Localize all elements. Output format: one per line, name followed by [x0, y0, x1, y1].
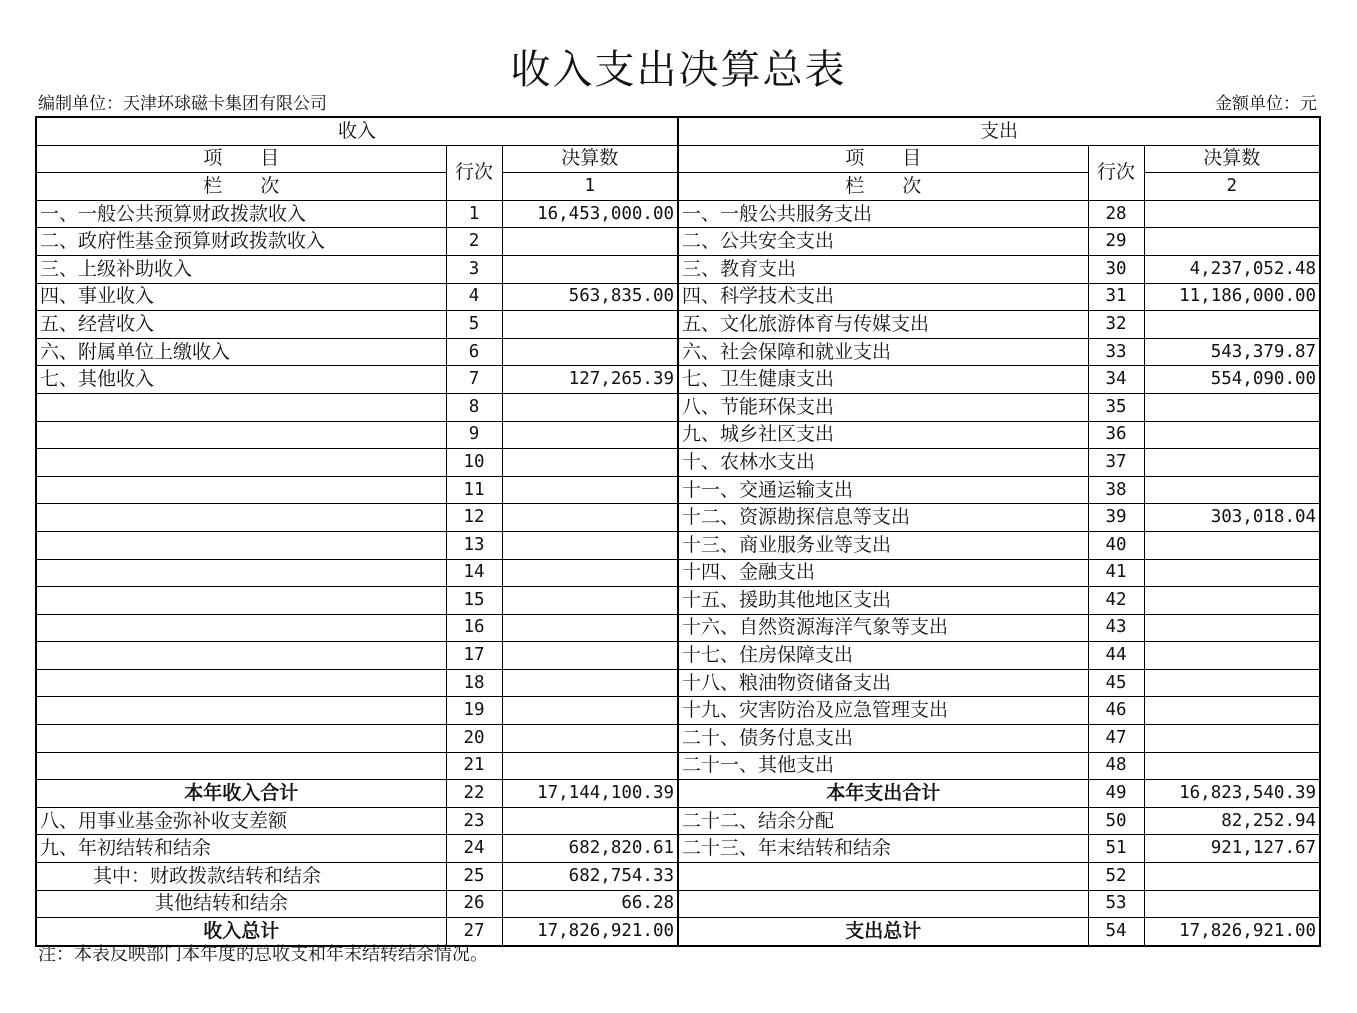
income-item: 五、经营收入: [36, 311, 446, 339]
expense-amount: 11,186,000.00: [1144, 283, 1320, 311]
expense-item: 十八、粮油物资储备支出: [678, 669, 1088, 697]
income-amount-header: 决算数: [502, 145, 678, 173]
table-row: [36, 228, 1320, 256]
income-amount: [502, 697, 678, 725]
expense-amount: [1144, 863, 1320, 891]
expense-item: 十二、资源勘探信息等支出: [678, 504, 1088, 532]
income-item: 其他结转和结余: [36, 890, 446, 918]
expense-line-number: 39: [1088, 504, 1144, 532]
table-row: [36, 366, 1320, 394]
expense-amount: 16,823,540.39: [1144, 780, 1320, 808]
expense-line-number: 45: [1088, 669, 1144, 697]
income-line-number: 2: [446, 228, 502, 256]
table-row: [36, 807, 1320, 835]
income-line-number: 17: [446, 642, 502, 670]
income-amount: [502, 807, 678, 835]
income-item: [36, 449, 446, 477]
table-row: [36, 421, 1320, 449]
income-column-number: 1: [502, 173, 678, 201]
expense-line-number: 44: [1088, 642, 1144, 670]
expense-item: 十、农林水支出: [678, 449, 1088, 477]
income-amount: [502, 614, 678, 642]
income-amount: [502, 504, 678, 532]
expense-line-number: 50: [1088, 807, 1144, 835]
income-item: [36, 559, 446, 587]
expense-line-number: 38: [1088, 476, 1144, 504]
org-label: 编制单位：天津环球磁卡集团有限公司: [38, 94, 327, 114]
expense-item: 十六、自然资源海洋气象等支出: [678, 614, 1088, 642]
expense-column-label: 栏 次: [678, 173, 1088, 201]
expense-item: 四、科学技术支出: [678, 283, 1088, 311]
income-item: [36, 697, 446, 725]
income-line-number: 22: [446, 780, 502, 808]
page-title: 收入支出决算总表: [510, 47, 847, 93]
expense-item: 六、社会保障和就业支出: [678, 338, 1088, 366]
expense-amount: 543,379.87: [1144, 338, 1320, 366]
expense-item: 本年支出合计: [678, 780, 1088, 808]
income-item: [36, 752, 446, 780]
income-amount: [502, 421, 678, 449]
income-amount: [502, 476, 678, 504]
income-line-number: 26: [446, 890, 502, 918]
expense-item: 二十三、年末结转和结余: [678, 835, 1088, 863]
expense-line-number: 53: [1088, 890, 1144, 918]
expense-amount: 303,018.04: [1144, 504, 1320, 532]
income-amount: [502, 449, 678, 477]
income-line-number: 8: [446, 393, 502, 421]
table-row: [36, 614, 1320, 642]
income-amount: [502, 669, 678, 697]
table-row: [36, 449, 1320, 477]
income-item: 收入总计: [36, 918, 446, 946]
expense-amount: [1144, 642, 1320, 670]
income-line-header: 行次: [446, 145, 502, 200]
expense-amount: 554,090.00: [1144, 366, 1320, 394]
income-line-number: 9: [446, 421, 502, 449]
expense-line-number: 42: [1088, 587, 1144, 615]
income-line-number: 25: [446, 863, 502, 891]
income-line-number: 16: [446, 614, 502, 642]
expense-line-number: 34: [1088, 366, 1144, 394]
table-row: [36, 669, 1320, 697]
income-line-number: 7: [446, 366, 502, 394]
expense-amount: 17,826,921.00: [1144, 918, 1320, 946]
income-amount: 682,754.33: [502, 863, 678, 891]
expense-line-number: 48: [1088, 752, 1144, 780]
section-header-row: [36, 117, 1320, 145]
expense-amount: [1144, 311, 1320, 339]
expense-amount: 4,237,052.48: [1144, 255, 1320, 283]
income-item: 七、其他收入: [36, 366, 446, 394]
income-item: 一、一般公共预算财政拨款收入: [36, 200, 446, 228]
income-line-number: 15: [446, 587, 502, 615]
expense-item: 二、公共安全支出: [678, 228, 1088, 256]
expense-item: 二十、债务付息支出: [678, 725, 1088, 753]
expense-amount: [1144, 614, 1320, 642]
expense-amount: [1144, 669, 1320, 697]
income-amount: [502, 752, 678, 780]
table-row: [36, 890, 1320, 918]
table-row: [36, 393, 1320, 421]
income-item: [36, 421, 446, 449]
income-amount: [502, 531, 678, 559]
footnote: 注：本表反映部门本年度的总收支和年末结转结余情况。: [38, 944, 488, 965]
table-row: [36, 476, 1320, 504]
expense-line-number: 47: [1088, 725, 1144, 753]
table-row: [36, 338, 1320, 366]
expense-amount: [1144, 200, 1320, 228]
income-amount: 17,826,921.00: [502, 918, 678, 946]
table-row: [36, 642, 1320, 670]
income-line-number: 6: [446, 338, 502, 366]
table-row: [36, 311, 1320, 339]
expense-amount: [1144, 393, 1320, 421]
income-item-header: 项 目: [36, 145, 446, 173]
expense-item: 七、卫生健康支出: [678, 366, 1088, 394]
expense-item: 三、教育支出: [678, 255, 1088, 283]
table-row: [36, 835, 1320, 863]
expense-line-number: 35: [1088, 393, 1144, 421]
table-row: [36, 200, 1320, 228]
expense-line-number: 29: [1088, 228, 1144, 256]
income-amount: 682,820.61: [502, 835, 678, 863]
income-item: 四、事业收入: [36, 283, 446, 311]
expense-item: 一、一般公共服务支出: [678, 200, 1088, 228]
income-amount: [502, 311, 678, 339]
expense-item: 十五、援助其他地区支出: [678, 587, 1088, 615]
expense-item: 二十二、结余分配: [678, 807, 1088, 835]
income-column-label: 栏 次: [36, 173, 446, 201]
table-row: [36, 255, 1320, 283]
income-line-number: 3: [446, 255, 502, 283]
expense-item: 十九、灾害防治及应急管理支出: [678, 697, 1088, 725]
income-item: 本年收入合计: [36, 780, 446, 808]
expense-line-number: 31: [1088, 283, 1144, 311]
income-item: [36, 587, 446, 615]
income-item: [36, 504, 446, 532]
income-amount: [502, 587, 678, 615]
expense-amount: [1144, 725, 1320, 753]
income-amount: 17,144,100.39: [502, 780, 678, 808]
income-amount: 563,835.00: [502, 283, 678, 311]
expense-item: 二十一、其他支出: [678, 752, 1088, 780]
income-amount: [502, 228, 678, 256]
income-line-number: 18: [446, 669, 502, 697]
expense-line-number: 30: [1088, 255, 1144, 283]
table-row: [36, 531, 1320, 559]
expense-line-number: 41: [1088, 559, 1144, 587]
income-item: 九、年初结转和结余: [36, 835, 446, 863]
expense-line-number: 51: [1088, 835, 1144, 863]
income-item: 其中：财政拨款结转和结余: [36, 863, 446, 891]
expense-amount: [1144, 531, 1320, 559]
income-line-number: 4: [446, 283, 502, 311]
income-amount: 16,453,000.00: [502, 200, 678, 228]
income-item: 二、政府性基金预算财政拨款收入: [36, 228, 446, 256]
expense-item: 九、城乡社区支出: [678, 421, 1088, 449]
expense-amount: [1144, 228, 1320, 256]
table-row: [36, 863, 1320, 891]
expense-item: 十三、商业服务业等支出: [678, 531, 1088, 559]
income-line-number: 10: [446, 449, 502, 477]
table-row: [36, 752, 1320, 780]
expense-item: [678, 890, 1088, 918]
unit-label: 金额单位：元: [1215, 94, 1317, 114]
expense-line-number: 43: [1088, 614, 1144, 642]
income-amount: [502, 255, 678, 283]
expense-item: 八、节能环保支出: [678, 393, 1088, 421]
income-item: [36, 531, 446, 559]
expense-line-number: 52: [1088, 863, 1144, 891]
income-amount: [502, 559, 678, 587]
expense-header: 支出: [678, 117, 1320, 145]
expense-amount: [1144, 449, 1320, 477]
expense-line-number: 37: [1088, 449, 1144, 477]
expense-amount: [1144, 697, 1320, 725]
expense-amount: [1144, 476, 1320, 504]
table-row: [36, 504, 1320, 532]
income-item: [36, 669, 446, 697]
table-row: [36, 725, 1320, 753]
expense-item: 支出总计: [678, 918, 1088, 946]
expense-line-number: 33: [1088, 338, 1144, 366]
income-line-number: 20: [446, 725, 502, 753]
expense-item: 十七、住房保障支出: [678, 642, 1088, 670]
income-line-number: 12: [446, 504, 502, 532]
expense-amount-header: 决算数: [1144, 145, 1320, 173]
income-amount: [502, 725, 678, 753]
income-header: 收入: [36, 117, 678, 145]
income-line-number: 14: [446, 559, 502, 587]
expense-item: [678, 863, 1088, 891]
table-row: [36, 780, 1320, 808]
income-line-number: 19: [446, 697, 502, 725]
income-line-number: 23: [446, 807, 502, 835]
income-amount: [502, 338, 678, 366]
income-line-number: 13: [446, 531, 502, 559]
expense-line-number: 54: [1088, 918, 1144, 946]
table-row: [36, 559, 1320, 587]
expense-amount: 82,252.94: [1144, 807, 1320, 835]
income-line-number: 1: [446, 200, 502, 228]
expense-line-number: 40: [1088, 531, 1144, 559]
table-row: [36, 587, 1320, 615]
expense-line-number: 28: [1088, 200, 1144, 228]
income-amount: [502, 642, 678, 670]
expense-item: 五、文化旅游体育与传媒支出: [678, 311, 1088, 339]
budget-table: [35, 116, 1321, 947]
expense-amount: [1144, 559, 1320, 587]
income-amount: [502, 393, 678, 421]
expense-item: 十四、金融支出: [678, 559, 1088, 587]
income-line-number: 11: [446, 476, 502, 504]
expense-line-number: 49: [1088, 780, 1144, 808]
income-line-number: 21: [446, 752, 502, 780]
expense-amount: [1144, 752, 1320, 780]
income-item: 六、附属单位上缴收入: [36, 338, 446, 366]
expense-amount: [1144, 421, 1320, 449]
expense-amount: [1144, 587, 1320, 615]
income-item: [36, 393, 446, 421]
expense-line-number: 46: [1088, 697, 1144, 725]
expense-amount: 921,127.67: [1144, 835, 1320, 863]
income-item: [36, 476, 446, 504]
income-amount: 66.28: [502, 890, 678, 918]
income-line-number: 27: [446, 918, 502, 946]
expense-line-number: 32: [1088, 311, 1144, 339]
income-line-number: 24: [446, 835, 502, 863]
expense-line-number: 36: [1088, 421, 1144, 449]
income-item: 八、用事业基金弥补收支差额: [36, 807, 446, 835]
expense-line-header: 行次: [1088, 145, 1144, 200]
table-row: [36, 697, 1320, 725]
table-row: [36, 283, 1320, 311]
income-line-number: 5: [446, 311, 502, 339]
income-item: 三、上级补助收入: [36, 255, 446, 283]
expense-item: 十一、交通运输支出: [678, 476, 1088, 504]
income-amount: 127,265.39: [502, 366, 678, 394]
income-item: [36, 725, 446, 753]
expense-column-number: 2: [1144, 173, 1320, 201]
expense-item-header: 项 目: [678, 145, 1088, 173]
income-item: [36, 642, 446, 670]
column-header-row: [36, 145, 1320, 173]
expense-amount: [1144, 890, 1320, 918]
income-item: [36, 614, 446, 642]
